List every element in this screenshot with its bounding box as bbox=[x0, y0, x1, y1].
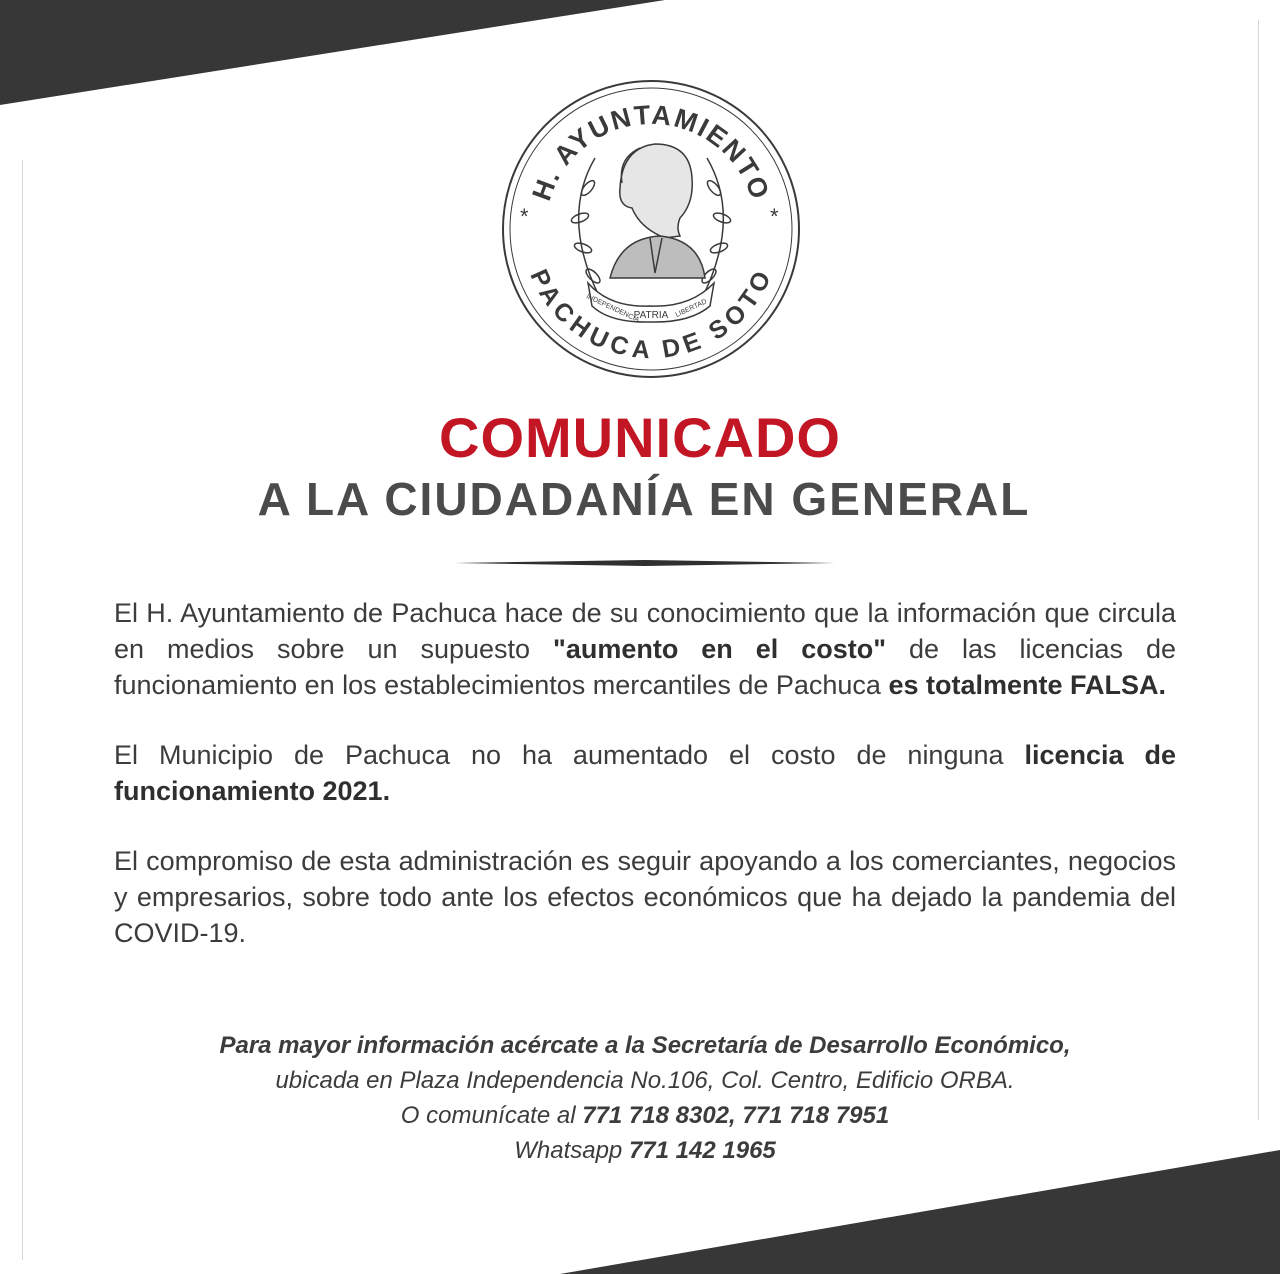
announcement-body bbox=[114, 595, 1176, 985]
municipal-seal bbox=[500, 78, 802, 380]
paragraph-1 bbox=[114, 595, 1176, 703]
footer-line-1 bbox=[0, 1028, 1280, 1063]
footer-line-3 bbox=[0, 1098, 1280, 1133]
paragraph-2-text-a: El Municipio de Pachuca no ha aumentado el costo de ninguna bbox=[114, 740, 1025, 770]
paragraph-3: El compromiso de esta administración es seguir apoyando a los comerciantes, negocios y empresarios, sobre todo ante los efectos económicos que ha dejado la pandemia del COVID-19. bbox=[114, 846, 1176, 948]
phone-number-2: 771 718 7951 bbox=[742, 1102, 890, 1129]
seal-ribbon bbox=[585, 283, 714, 324]
seal-top-text: H. AYUNTAMIENTO bbox=[526, 99, 776, 205]
ribbon-patria: PATRIA bbox=[633, 310, 669, 321]
footer-secretaria: Para mayor información acércate a la Secretaría de Desarrollo Económico, bbox=[219, 1032, 1071, 1059]
paragraph-2 bbox=[114, 737, 1176, 809]
bottom-right-corner-band bbox=[560, 1150, 1280, 1274]
ribbon-independencia: INDEPENDENCIA bbox=[585, 293, 641, 324]
portrait-bust-icon bbox=[610, 144, 705, 278]
paragraph-1-emphasis-cost: "aumento en el costo" bbox=[553, 634, 887, 664]
seal-star-left: * bbox=[520, 204, 529, 229]
paragraph-1-text-a: El H. Ayuntamiento de Pachuca hace de su conocimiento que la información que circula en medios sobre un supuesto bbox=[114, 598, 1176, 664]
paragraph-1-emphasis-false: es totalmente FALSA. bbox=[888, 670, 1166, 700]
title-divider bbox=[455, 560, 835, 566]
footer-call-prefix: O comunícate al bbox=[400, 1102, 583, 1129]
footer-line-4 bbox=[0, 1133, 1280, 1168]
whatsapp-number: 771 142 1965 bbox=[628, 1137, 776, 1164]
footer-line-2: ubicada en Plaza Independencia No.106, Col. Centro, Edificio ORBA. bbox=[275, 1067, 1015, 1094]
seal-star-right: * bbox=[770, 204, 779, 229]
whatsapp-label: Whatsapp bbox=[514, 1137, 629, 1164]
page-title: COMUNICADO bbox=[439, 406, 841, 469]
ribbon-libertad: LIBERTAD bbox=[674, 298, 709, 319]
paragraph-1-text-c: de las licencias de funcionamiento en los establecimientos mercantiles de Pachuca bbox=[114, 634, 1176, 700]
paragraph-2-emphasis-license: licencia de funcionamiento 2021. bbox=[114, 740, 1176, 806]
phone-separator: , bbox=[729, 1102, 743, 1129]
right-edge-line bbox=[1258, 20, 1259, 1120]
page-subtitle: A LA CIUDADANÍA EN GENERAL bbox=[257, 473, 1031, 525]
contact-footer bbox=[0, 1028, 1280, 1168]
phone-number-1: 771 718 8302 bbox=[582, 1102, 730, 1129]
seal-bottom-text: PACHUCA DE SOTO bbox=[524, 265, 778, 364]
